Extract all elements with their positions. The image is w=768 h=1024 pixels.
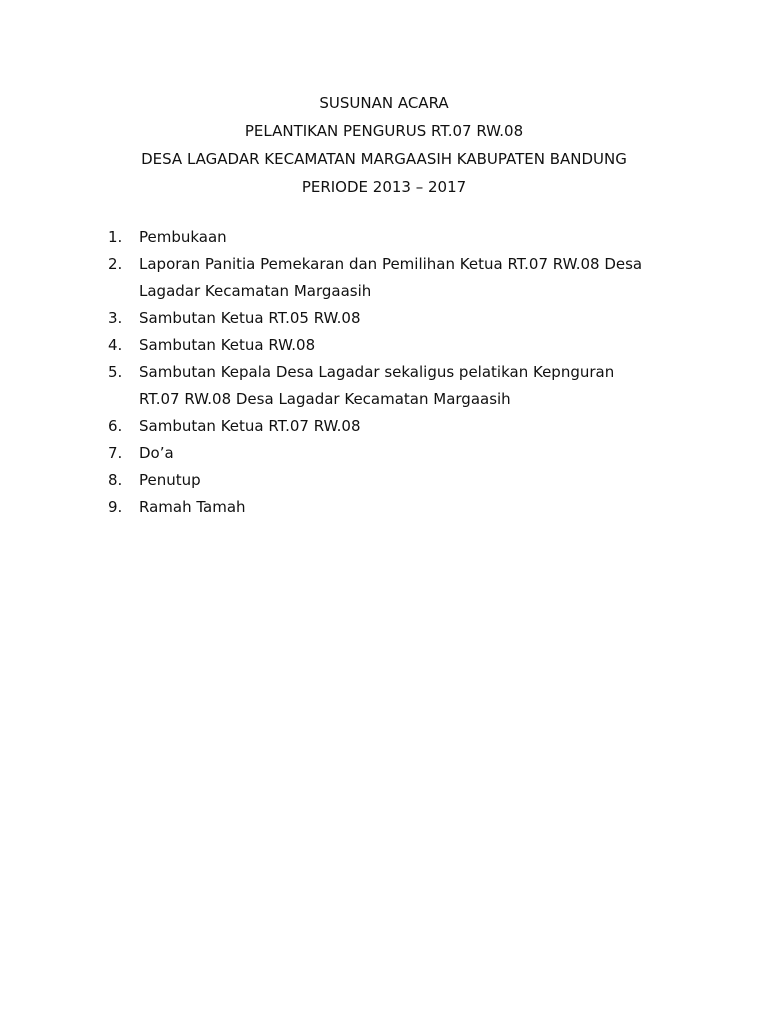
agenda-item-4 <box>108 332 688 359</box>
agenda-item-line: RT.07 RW.08 Desa Lagadar Kecamatan Margaasih <box>139 390 511 408</box>
agenda-item-line: Lagadar Kecamatan Margaasih <box>139 282 372 300</box>
agenda-item-5 <box>108 359 688 413</box>
agenda-item-line: Sambutan Ketua RT.07 RW.08 <box>139 417 361 435</box>
agenda-item-text <box>139 440 688 467</box>
agenda-item-number: 1. <box>108 228 123 246</box>
agenda-item-number: 9. <box>108 498 123 516</box>
agenda-item-number: 8. <box>108 471 123 489</box>
agenda-item-text <box>139 224 688 251</box>
agenda-item-line: Ramah Tamah <box>139 498 246 516</box>
agenda-list <box>108 224 688 521</box>
document-header <box>0 89 768 201</box>
title-line-2: PELANTIKAN PENGURUS RT.07 RW.08 <box>244 122 524 140</box>
agenda-item-line: Penutup <box>139 471 201 489</box>
agenda-item-text <box>139 251 688 305</box>
agenda-item-text <box>139 494 688 521</box>
agenda-item-1 <box>108 224 688 251</box>
agenda-item-text <box>139 305 688 332</box>
agenda-item-line: Sambutan Kepala Desa Lagadar sekaligus pelatikan Kepnguran <box>139 363 615 381</box>
agenda-item-line: Pembukaan <box>139 228 227 246</box>
agenda-item-6 <box>108 413 688 440</box>
agenda-item-number: 6. <box>108 417 123 435</box>
agenda-item-9 <box>108 494 688 521</box>
agenda-item-number: 5. <box>108 363 123 381</box>
agenda-item-2 <box>108 251 688 305</box>
title-line-1: SUSUNAN ACARA <box>319 94 449 112</box>
agenda-item-line: Laporan Panitia Pemekaran dan Pemilihan Ketua RT.07 RW.08 Desa <box>139 255 643 273</box>
agenda-item-line: Sambutan Ketua RW.08 <box>139 336 316 354</box>
agenda-item-text <box>139 467 688 494</box>
agenda-item-line: Sambutan Ketua RT.05 RW.08 <box>139 309 361 327</box>
agenda-item-3 <box>108 305 688 332</box>
agenda-item-number: 4. <box>108 336 123 354</box>
agenda-item-text <box>139 332 688 359</box>
agenda-item-number: 2. <box>108 255 123 273</box>
agenda-item-line: Do’a <box>139 444 174 462</box>
agenda-item-number: 3. <box>108 309 123 327</box>
title-line-4: PERIODE 2013 – 2017 <box>301 178 467 196</box>
agenda-item-8 <box>108 467 688 494</box>
title-line-3: DESA LAGADAR KECAMATAN MARGAASIH KABUPATEN BANDUNG <box>141 150 627 168</box>
agenda-item-text <box>139 359 688 413</box>
agenda-item-text <box>139 413 688 440</box>
agenda-item-7 <box>108 440 688 467</box>
agenda-item-number: 7. <box>108 444 123 462</box>
